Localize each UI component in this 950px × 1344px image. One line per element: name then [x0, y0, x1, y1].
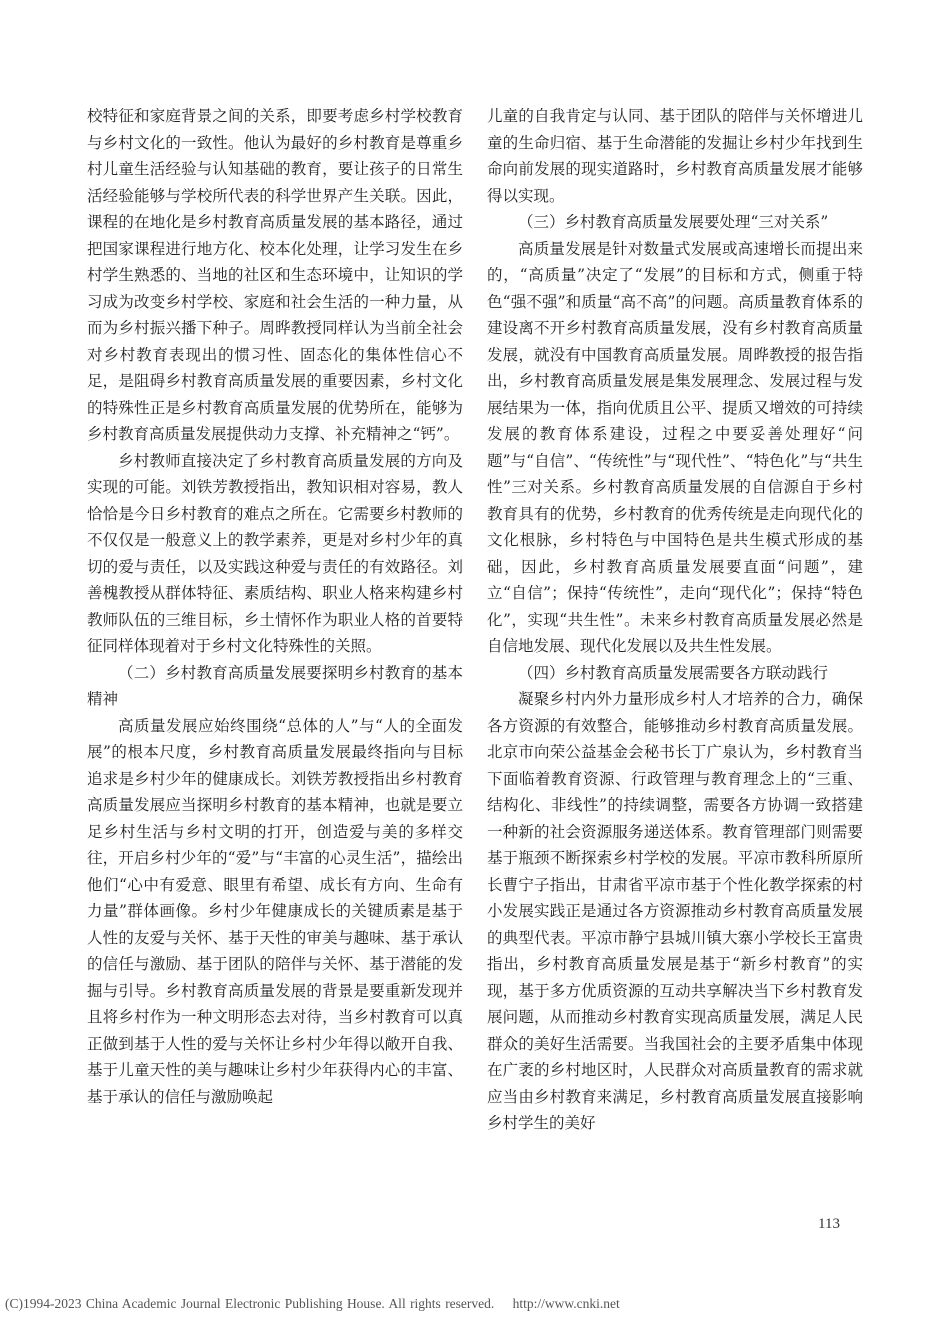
page-number: 113: [818, 1216, 840, 1232]
paragraph: 乡村教师直接决定了乡村教育高质量发展的方向及实现的可能。刘铁芳教授指出，教知识相对容易，教人恰恰是今日乡村教育的难点之所在。它需要乡村教师的不仅仅是一般意义上的教学素养，更是对乡村少年的真切的爱与责任，以及实践这种爱与责任的有效路径。刘善槐教授从群体特征、素质结构、职业人格来构建乡村教师队伍的三维目标，乡土情怀作为职业人格的首要特征同样体现着对于乡村文化特殊性的关照。: [87, 451, 463, 655]
footer-link[interactable]: http://www.cnki.net: [512, 1296, 620, 1311]
footer: [5, 1296, 634, 1312]
section-heading: （二）乡村教育高质量发展要探明乡村教育的基本精神: [87, 663, 463, 708]
copyright-text: (C)1994-2023 China Academic Journal Electronic Publishing House. All rights reserved.: [5, 1296, 495, 1311]
paragraph: 凝聚乡村内外力量形成乡村人才培养的合力，确保各方资源的有效整合，能够推动乡村教育高质量发展。北京市向荣公益基金会秘书长丁广泉认为，乡村教育当下面临着教育资源、行政管理与教育理念上的“三重、结构化、非线性”的持续调整，需要各方协调一致搭建一种新的社会资源服务递送体系。教育管理部门则需要基于瓶颈不断探索乡村学校的发展。平凉市教科所原所长曹宁子指出，甘肃省平凉市基于个性化教学探索的村小发展实践正是通过各方资源推动乡村教育高质量发展的典型代表。平凉市静宁县城川镇大寨小学校长王富贵指出，乡村教育高质量发展是基于“新乡村教育”的实现，基于多方优质资源的互动共享解决当下乡村教育发展问题，从而推动乡村教育实现高质量发展，满足人民群众的美好生活需要。当我国社会的主要矛盾集中体现在广袤的乡村地区时，人民群众对高质量教育的需求就应当由乡村教育来满足，乡村教育高质量发展直接影响乡村学生的美好: [487, 690, 863, 1132]
paragraph: 高质量发展应始终围绕“总体的人”与“人的全面发展”的根本尺度，乡村教育高质量发展最终指向与目标追求是乡村少年的健康成长。刘铁芳教授指出乡村教育高质量发展应当探明乡村教育的基本精神，也就是要立足乡村生活与乡村文明的打开，创造爱与美的多样交往，开启乡村少年的“爱”与“丰富的心灵生活”，描绘出他们“心中有爱意、眼里有希望、成长有方向、生命有力量”群体画像。乡村少年健康成长的关键质素是基于人性的友爱与关怀、基于天性的审美与趣味、基于承认的信任与激励、基于团队的陪伴与关怀、基于潜能的发掘与引导。乡村教育高质量发展的背景是要重新发现并且将乡村作为一种文明形态去对待，当乡村教育可以真正做到基于人性的爱与关怀让乡村少年得以敞开自我、基于儿童天性的美与趣味让乡村少年获得内心的丰富、基于承认的信任与激励唤起: [87, 716, 463, 1106]
paragraph: 儿童的自我肯定与认同、基于团队的陪伴与关怀增进儿童的生命归宿、基于生命潜能的发掘让乡村少年找到生命向前发展的现实道路时，乡村教育高质量发展才能够得以实现。: [487, 107, 863, 205]
section-heading: （三）乡村教育高质量发展要处理“三对关系”: [518, 213, 829, 231]
paragraph: 校特征和家庭背景之间的关系，即要考虑乡村学校教育与乡村文化的一致性。他认为最好的乡村教育是尊重乡村儿童生活经验与认知基础的教育，要让孩子的日常生活经验能够与学校所代表的科学世界产生关联。因此，课程的在地化是乡村教育高质量发展的基本路径，通过把国家课程进行地方化、校本化处理，让学习发生在乡村学生熟悉的、当地的社区和生态环境中，让知识的学习成为改变乡村学校、家庭和社会生活的一种力量，从而为乡村振兴播下种子。周晔教授同样认为当前全社会对乡村教育表现出的惯习性、固态化的集体性信心不足，是阻碍乡村教育高质量发展的重要因素，乡村文化的特殊性正是乡村教育高质量发展的优势所在，能够为乡村教育高质量发展提供动力支撑、补充精神之“钙”。: [87, 107, 463, 443]
right-column: [487, 103, 863, 1137]
left-column: [87, 103, 463, 1110]
paragraph: 高质量发展是针对数量式发展或高速增长而提出来的，“高质量”决定了“发展”的目标和方式，侧重于特色“强不强”和质量“高不高”的问题。高质量教育体系的建设离不开乡村教育高质量发展，没有乡村教育高质量发展，就没有中国教育高质量发展。周晔教授的报告指出，乡村教育高质量发展是集发展理念、发展过程与发展结果为一体，指向优质且公平、提质又增效的可持续发展的教育体系建设，过程之中要妥善处理好“问题”与“自信”、“传统性”与“现代性”、“特色化”与“共生性”三对关系。乡村教育高质量发展的自信源自于乡村教育具有的优势，乡村教育的优秀传统是走向现代化的文化根脉，乡村特色与中国特色是共生模式形成的基础，因此，乡村教育高质量发展要直面“问题”，建立“自信”；保持“传统性”，走向“现代化”；保持“特色化”，实现“共生性”。未来乡村教育高质量发展必然是自信地发展、现代化发展以及共生性发展。: [487, 239, 863, 655]
section-heading: （四）乡村教育高质量发展需要各方联动践行: [518, 663, 829, 682]
